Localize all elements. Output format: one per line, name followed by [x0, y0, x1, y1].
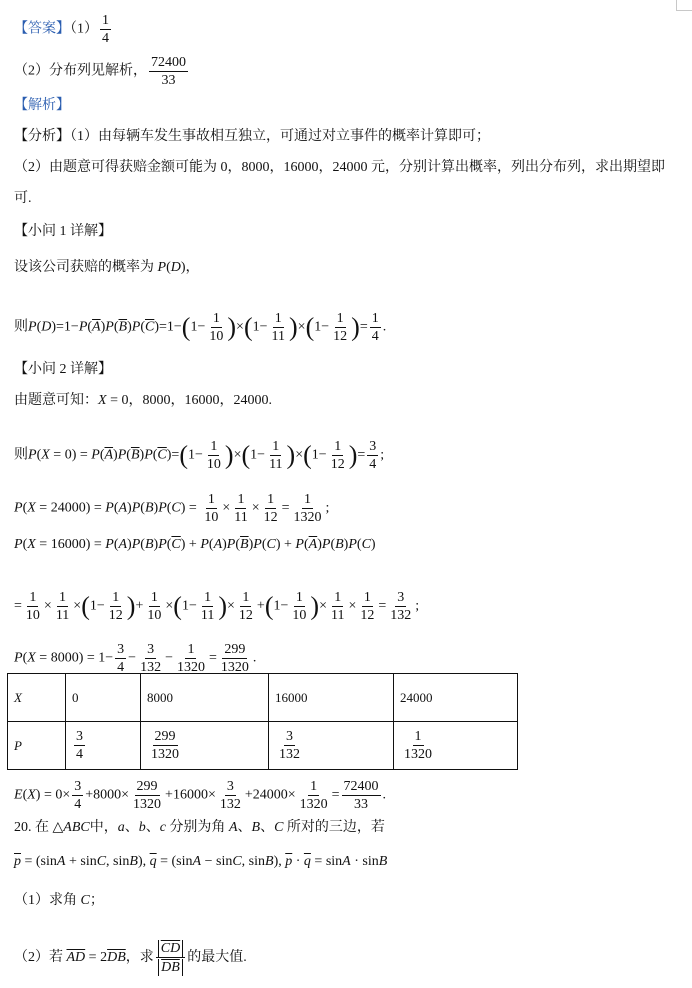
problem-20-part-1: （1）求角 C； — [14, 893, 104, 908]
page-corner-mark — [676, 0, 692, 11]
answer-part1 — [14, 12, 113, 47]
fenxi-line-3: 可. — [14, 191, 32, 206]
answer-p1-label: （1） — [70, 21, 98, 37]
table-row — [8, 674, 518, 722]
q2-p-x-8000: P(X = 8000) = 1− $\frac{3}{4}$ − $\frac{3}{132}$ − $\frac{1}{1320}$ = $\frac{299}{1320}$ . — [14, 642, 257, 675]
q2-intro: 由题意可知：X = 0，8000，16000，24000. — [14, 393, 272, 408]
q2-p-x-0: 则$P(X = 0) = P(\overline{A})P(\overline{B})P(\overline{C})=(1-$ $\frac{1}{10}$ )×(1− $\frac{1}{11}$ )×(1− $\frac{1}{12}$ )= $\frac{3}{4}$ ; — [14, 439, 385, 472]
q1-intro: 设该公司获赔的概率为 P(D)， — [14, 260, 200, 275]
table-cell: 0 — [66, 674, 141, 722]
q1-heading: 【小问 1 详解】 — [14, 224, 112, 239]
answer-part2 — [14, 54, 190, 89]
table-cell: $\frac{3}{4}$ — [66, 722, 141, 770]
answer-p2-label: （2）分布列见解析， — [14, 63, 147, 79]
table-cell: $\frac{299}{1320}$ — [141, 722, 269, 770]
table-cell: 24000 — [394, 674, 518, 722]
problem-20-intro: 20. 在 △ABC中，a、b、c 分别为角 A、B、C 所对的三边，若 — [14, 820, 385, 835]
table-cell: 16000 — [269, 674, 394, 722]
answer-p2-fraction: $\frac{72400}{33}$ — [151, 55, 186, 88]
problem-20-vectors: $\overline{p} = (\sin A + \sin C$, sinB), $\overline{q} = (\sin A - \sin C$, sinB), $\overline{p} \cdot \overline{q} = \sin A \cdot \sin B$ — [14, 854, 388, 869]
q1-calculation: 则$P(D)=1-P(\overline{A})P(\overline{B})P(\overline{C})=1-(1-$ $\frac{1}{10}$ )×(1− $\frac{1}{11}$ )×(1− $\frac{1}{12}$ )= $\frac{1}{4}$ . — [14, 311, 387, 344]
fenxi-line-1: 【分析】（1）由每辆车发生事故相互独立，可通过对立事件的概率计算即可； — [14, 129, 490, 144]
table-header-p: P — [8, 722, 66, 770]
problem-20-part-2: （2）若 $\overline{AD} = 2\overline{DB}$，求 $\frac{\overline{CD}}{DB}$ 的最大值. — [14, 941, 247, 975]
fenxi-line-2: （2）由题意可得获赔金额可能为 0，8000，16000，24000 元，分别计算出概率，列出分布列，求出期望即 — [14, 160, 665, 175]
answer-p1-fraction: $\frac{1}{4}$ — [102, 13, 109, 46]
table-cell: $\frac{3}{132}$ — [269, 722, 394, 770]
distribution-table — [7, 673, 518, 770]
table-header-x: X — [8, 674, 66, 722]
analysis-tag: 【解析】 — [14, 98, 70, 113]
expectation: E(X) = 0× $\frac{3}{4}$ +8000× $\frac{299}{1320}$ +16000× $\frac{3}{132}$ +24000× $\frac{1}{1320}$ = $\frac{72400}{33}$ . — [14, 779, 387, 812]
q2-heading: 【小问 2 详解】 — [14, 362, 112, 377]
q2-p-x-16000-value: = $\frac{1}{10}$ × $\frac{1}{11}$ ×(1− $\frac{1}{12}$ )+ $\frac{1}{10}$ ×(1− $\frac{1}{11}$ )× $\frac{1}{12}$ +(1− $\frac{1}{10}$ )× $\frac{1}{11}$ × $\frac{1}{12}$ = $\frac{3}{132}$ ; — [14, 590, 420, 623]
answer-tag: 【答案】 — [14, 21, 70, 37]
q2-p-x-24000: P(X = 24000) = P(A)P(B)P(C) = $\frac{1}{10}$ × $\frac{1}{11}$ × $\frac{1}{12}$ = $\frac{1}{1320}$ ; — [14, 492, 330, 525]
table-cell: $\frac{1}{1320}$ — [394, 722, 518, 770]
q2-p-x-16000-expr: $P(X = 16000) = P(A)P(B)P(\overline{C}) + P(A)P(\overline{B})P(C) + P(\overline{A})P(B)P(C)$ — [14, 537, 376, 552]
table-cell: 8000 — [141, 674, 269, 722]
table-row — [8, 722, 518, 770]
